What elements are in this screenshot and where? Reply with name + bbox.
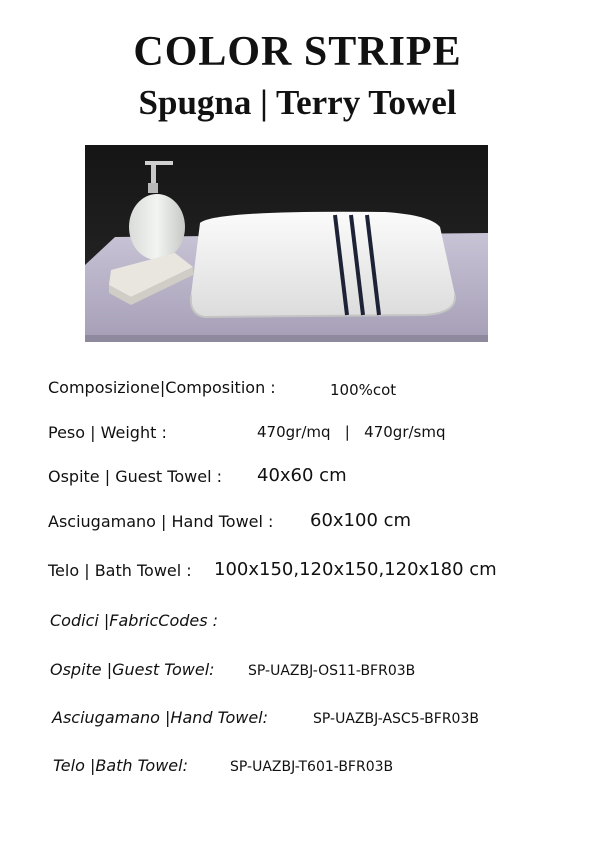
spec-composition-label: Composizione|Composition : [48, 378, 276, 397]
spec-guest-towel-label: Ospite | Guest Towel : [48, 467, 222, 486]
page-subtitle: Spugna | Terry Towel [138, 83, 457, 122]
code-hand-towel-label: Asciugamano |Hand Towel: [52, 708, 268, 727]
codes-heading: Codici |FabricCodes : [50, 611, 219, 630]
product-photo [85, 145, 488, 342]
spec-guest-towel-value: 40x60 cm [257, 465, 347, 486]
spec-bath-towel-value: 100x150,120x150,120x180 cm [214, 559, 497, 580]
code-bath-towel-value: SP-UAZBJ-T601-BFR03B [230, 759, 394, 775]
code-guest-towel-label: Ospite |Guest Towel: [50, 660, 215, 679]
spec-weight-value: 470gr/mq | 470gr/smq [257, 423, 446, 441]
code-bath-towel-label: Telo |Bath Towel: [53, 756, 188, 775]
code-hand-towel-value: SP-UAZBJ-ASC5-BFR03B [313, 711, 479, 727]
spec-weight-label: Peso | Weight : [48, 423, 167, 442]
code-guest-towel-value: SP-UAZBJ-OS11-BFR03B [248, 663, 416, 679]
spec-hand-towel-value: 60x100 cm [310, 510, 412, 531]
towel-photo-icon [85, 145, 488, 342]
spec-hand-towel-label: Asciugamano | Hand Towel : [48, 512, 274, 531]
spec-bath-towel-label: Telo | Bath Towel : [48, 561, 192, 580]
spec-composition-value: 100%cot [330, 381, 397, 399]
page-title: COLOR STRIPE [133, 29, 462, 75]
